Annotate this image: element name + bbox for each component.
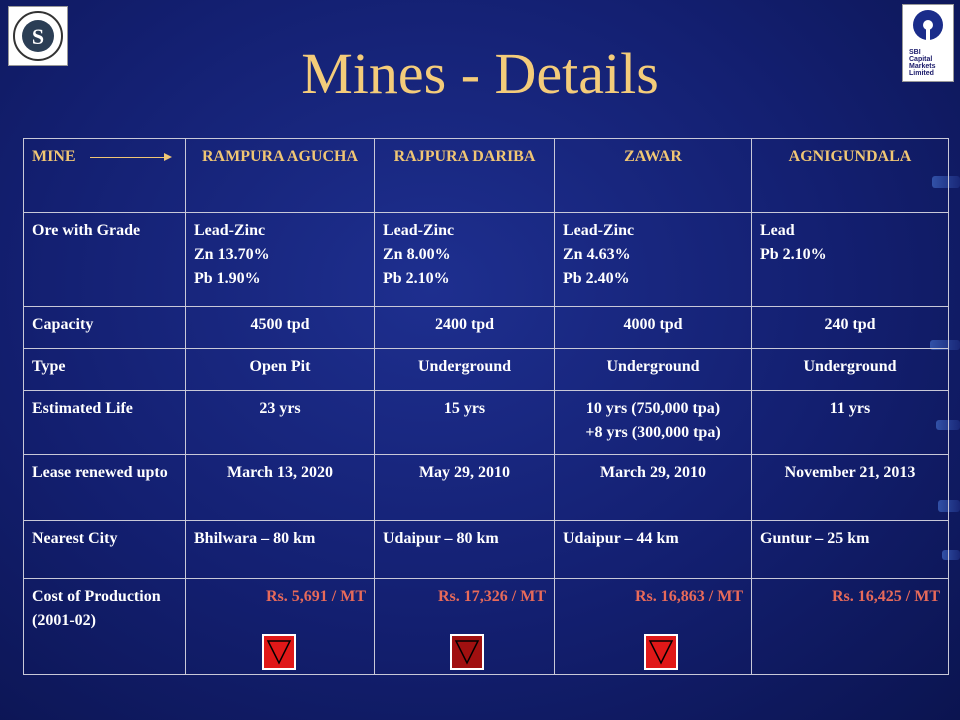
cell: Rs. 16,425 / MT [752, 579, 949, 675]
header-agnigundala: AGNIGUNDALA [752, 139, 949, 213]
cell: Bhilwara – 80 km [186, 521, 375, 579]
header-row [24, 139, 949, 213]
row-label: Lease renewed upto [24, 455, 186, 521]
mines-table [23, 138, 949, 675]
row-label: Capacity [24, 307, 186, 349]
page-title: Mines - Details [301, 41, 659, 106]
cell: Rs. 5,691 / MT [186, 579, 375, 675]
row-ore-grade [24, 213, 949, 307]
cell: Underground [555, 349, 752, 391]
header-zawar: ZAWAR [555, 139, 752, 213]
row-type [24, 349, 949, 391]
cell: Underground [375, 349, 555, 391]
row-label: Ore with Grade [24, 213, 186, 307]
cell: Guntur – 25 km [752, 521, 949, 579]
svg-text:S: S [31, 24, 45, 49]
header-rampura-agucha: RAMPURA AGUCHA [186, 139, 375, 213]
cell: 2400 tpd [375, 307, 555, 349]
cell: Udaipur – 80 km [375, 521, 555, 579]
cell: 4000 tpd [555, 307, 752, 349]
header-mine: MINE [24, 139, 186, 213]
cell: November 21, 2013 [752, 455, 949, 521]
row-label: Nearest City [24, 521, 186, 579]
cell: Lead-Zinc Zn 8.00% Pb 2.10% [375, 213, 555, 307]
row-label: Estimated Life [24, 391, 186, 455]
cell: Lead-Zinc Zn 4.63% Pb 2.40% [555, 213, 752, 307]
cell: March 29, 2010 [555, 455, 752, 521]
row-label: Cost of Production (2001-02) [24, 579, 186, 675]
cell: 15 yrs [375, 391, 555, 455]
down-triangle-icon [644, 634, 678, 670]
row-label: Type [24, 349, 186, 391]
cell: Lead Pb 2.10% [752, 213, 949, 307]
cell: Lead-Zinc Zn 13.70% Pb 1.90% [186, 213, 375, 307]
cell: Open Pit [186, 349, 375, 391]
cell: Rs. 17,326 / MT [375, 579, 555, 675]
cell: 240 tpd [752, 307, 949, 349]
down-triangle-icon [450, 634, 484, 670]
cell: 23 yrs [186, 391, 375, 455]
sbi-logo-text: SBI Capital Markets Limited [909, 49, 936, 77]
cell: 10 yrs (750,000 tpa) +8 yrs (300,000 tpa) [555, 391, 752, 455]
cell: Underground [752, 349, 949, 391]
row-capacity [24, 307, 949, 349]
row-nearest-city [24, 521, 949, 579]
cell: March 13, 2020 [186, 455, 375, 521]
header-rajpura-dariba: RAJPURA DARIBA [375, 139, 555, 213]
down-triangle-icon [262, 634, 296, 670]
cell: Udaipur – 44 km [555, 521, 752, 579]
cell: May 29, 2010 [375, 455, 555, 521]
row-lease [24, 455, 949, 521]
cell: Rs. 16,863 / MT [555, 579, 752, 675]
row-cost [24, 579, 949, 675]
arrow-right-icon [90, 157, 170, 158]
row-estimated-life [24, 391, 949, 455]
cell: 11 yrs [752, 391, 949, 455]
cell: 4500 tpd [186, 307, 375, 349]
